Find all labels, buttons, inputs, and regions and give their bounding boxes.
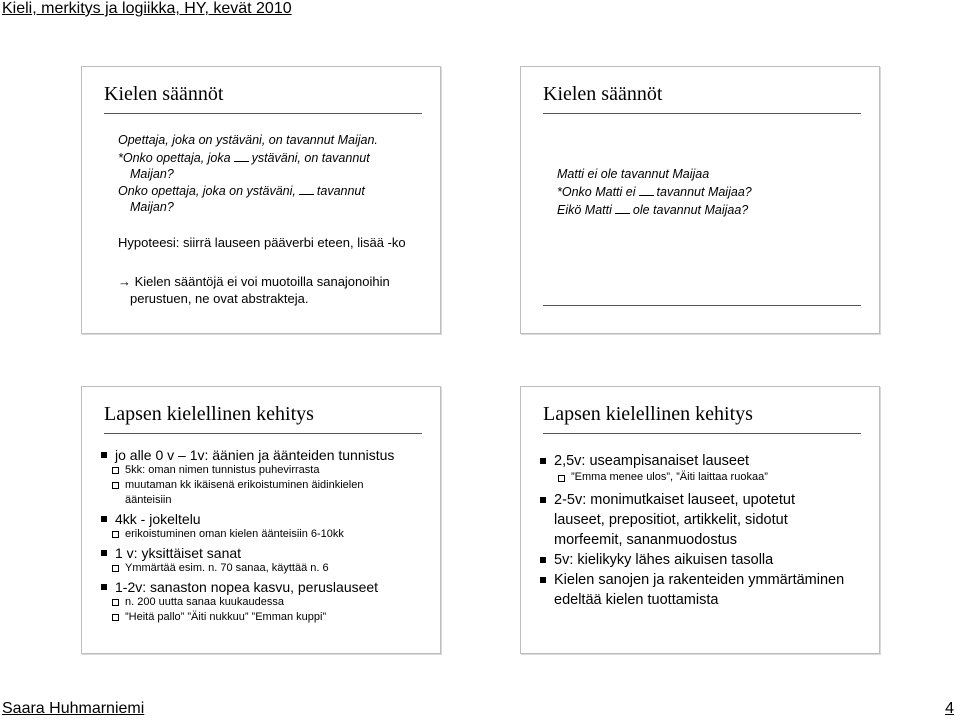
bullet-item: edeltää kielen tuottamista <box>554 592 719 608</box>
slide-1 <box>81 66 441 334</box>
square-bullet-icon <box>101 550 107 556</box>
bullet-item: 1-2v: sanaston nopea kasvu, peruslauseet <box>115 579 379 595</box>
hollow-square-bullet-icon <box>112 531 119 538</box>
sub-bullet-item: erikoistuminen oman kielen äänteisiin 6-10kk <box>125 528 344 540</box>
square-bullet-icon <box>540 577 546 583</box>
hollow-square-bullet-icon <box>112 599 119 606</box>
sub-bullet-item: 5kk: oman nimen tunnistus puhevirrasta <box>125 464 320 476</box>
title-rule <box>104 113 422 114</box>
title-rule <box>543 113 861 114</box>
hollow-square-bullet-icon <box>112 482 119 489</box>
example-sentence: *Onko Matti ei tavannut Maijaa? <box>557 185 752 199</box>
hypothesis-text: Hypoteesi: siirrä lauseen pääverbi eteen, lisää -ko <box>118 235 406 250</box>
sub-bullet-item: ”Heitä pallo” ”Äiti nukkuu” ”Emman kuppi” <box>125 611 327 623</box>
square-bullet-icon <box>540 497 546 503</box>
footer-rule <box>543 305 861 306</box>
slide-title: Lapsen kielellinen kehitys <box>104 403 314 425</box>
sub-bullet-item: ”Emma menee ulos”, ”Äiti laittaa ruokaa” <box>571 471 768 483</box>
square-bullet-icon <box>540 458 546 464</box>
slide-2 <box>520 66 880 334</box>
bullet-item: morfeemit, sananmuodostus <box>554 532 737 548</box>
bullet-item: lauseet, prepositiot, artikkelit, sidotut <box>554 512 788 528</box>
bullet-item: 4kk - jokeltelu <box>115 511 201 527</box>
title-rule <box>104 433 422 434</box>
hollow-square-bullet-icon <box>558 475 565 482</box>
page-header-title: Kieli, merkitys ja logiikka, HY, kevät 2010 <box>2 0 292 17</box>
arrow-icon: → <box>118 274 131 289</box>
square-bullet-icon <box>101 452 107 458</box>
bullet-item: jo alle 0 v – 1v: äänien ja äänteiden tunnistus <box>115 447 395 463</box>
sub-bullet-item: Ymmärtää esim. n. 70 sanaa, käyttää n. 6 <box>125 562 329 574</box>
conclusion-text: → Kielen sääntöjä ei voi muotoilla sanajonoihin <box>118 274 390 289</box>
bullet-item: Kielen sanojen ja rakenteiden ymmärtäminen <box>554 572 845 588</box>
page-number: 4 <box>945 700 954 717</box>
slide-title: Lapsen kielellinen kehitys <box>543 403 753 425</box>
square-bullet-icon <box>540 557 546 563</box>
example-sentence: Matti ei ole tavannut Maijaa <box>557 167 710 181</box>
example-sentence: *Onko opettaja, joka ystäväni, on tavannut <box>118 151 370 165</box>
example-sentence: Eikö Matti ole tavannut Maijaa? <box>557 203 749 217</box>
hollow-square-bullet-icon <box>112 565 119 572</box>
square-bullet-icon <box>101 516 107 522</box>
author-name: Saara Huhmarniemi <box>2 700 145 717</box>
example-sentence-cont: Maijan? <box>130 200 174 214</box>
bullet-item: 1 v: yksittäiset sanat <box>115 545 242 561</box>
slide-title: Kielen säännöt <box>543 83 663 105</box>
sub-bullet-item: äänteisiin <box>125 494 172 506</box>
sub-bullet-item: n. 200 uutta sanaa kuukaudessa <box>125 596 285 608</box>
slide-title: Kielen säännöt <box>104 83 224 105</box>
sub-bullet-item: muutaman kk ikäisenä erikoistuminen äidinkielen <box>125 479 364 491</box>
example-sentence-cont: Maijan? <box>130 167 174 181</box>
slide-4 <box>520 386 880 654</box>
hollow-square-bullet-icon <box>112 467 119 474</box>
title-rule <box>543 433 861 434</box>
conclusion-text-cont: perustuen, ne ovat abstrakteja. <box>130 291 309 306</box>
slide-3 <box>81 386 441 654</box>
hollow-square-bullet-icon <box>112 614 119 621</box>
bullet-item: 2,5v: useampisanaiset lauseet <box>554 453 750 469</box>
example-sentence: Onko opettaja, joka on ystäväni, tavannut <box>118 184 365 198</box>
bullet-item: 5v: kielikyky lähes aikuisen tasolla <box>554 552 774 568</box>
square-bullet-icon <box>101 584 107 590</box>
example-sentence: Opettaja, joka on ystäväni, on tavannut Maijan. <box>118 133 378 147</box>
bullet-item: 2-5v: monimutkaiset lauseet, upotetut <box>554 492 795 508</box>
